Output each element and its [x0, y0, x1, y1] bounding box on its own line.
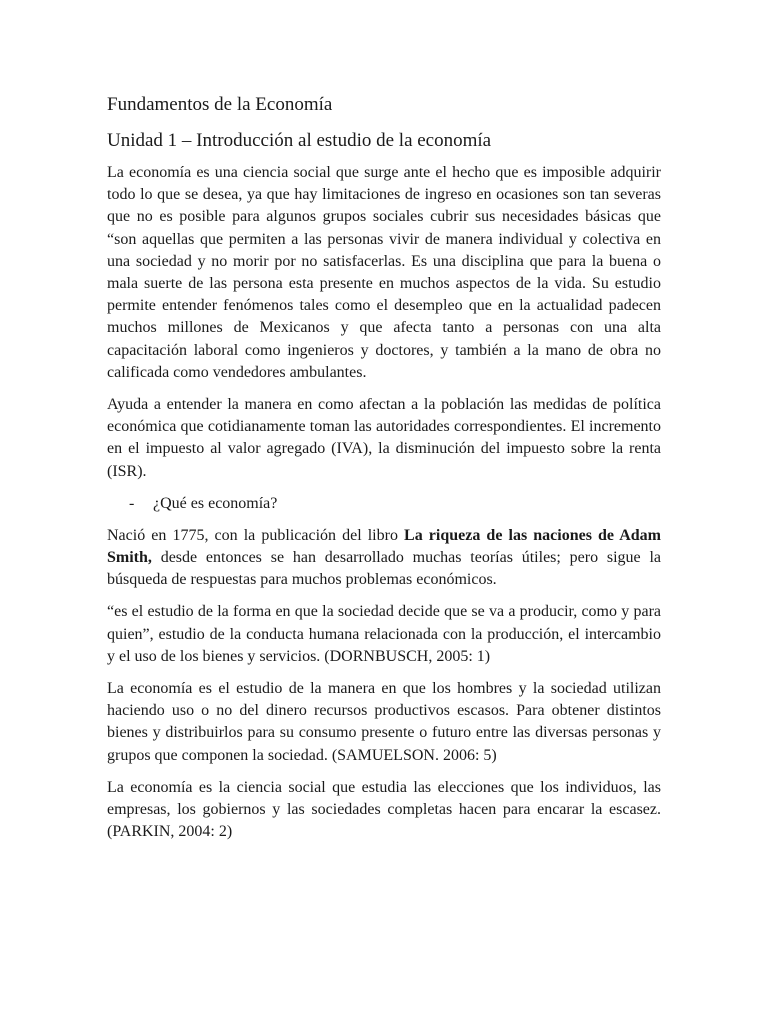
paragraph-policy: Ayuda a entender la manera en como afectan a la población las medidas de política económica que cotidianamente toman las autoridades correspondientes. El incremento en el impuesto al valor agregado (IVA), la disminución del impuesto sobre la renta (ISR). — [107, 396, 661, 480]
paragraph-origin-lead: Nació en 1775, con la publicación del libro — [107, 526, 405, 544]
paragraph-samuelson: La economía es el estudio de la manera en que los hombres y la sociedad utilizan haciendo uso o no del dinero recursos productivos escasos. Para obtener distintos bienes y distribuirlos para su consumo presente o futuro entre las diversas personas y grupos que componen la sociedad. (SAMUELSON. 2006: 5) — [107, 680, 661, 764]
paragraph-intro: La economía es una ciencia social que surge ante el hecho que es imposible adquirir todo lo que se desea, ya que hay limitaciones de ingreso en ocasiones son tan severas que no es posible para algunos grupos sociales cubrir sus necesidades básicas que “son aquellas que permiten a las personas vivir de manera individual y colectiva en una sociedad y no morir por no satisfacerlas. Es una disciplina que para la buena o mala suerte de las persona esta presente en muchos aspectos de la vida. Su estudio permite entender fenómenos tales como el desempleo que en la actualidad padecen muchos millones de Mexicanos y que afecta tanto a personas con una alta capacitación laboral como ingenieros y doctores, y también a la mano de obra no calificada como vendedores ambulantes. — [107, 164, 661, 381]
bullet-item — [107, 493, 661, 515]
paragraph-origin — [107, 525, 661, 592]
document-subtitle: Unidad 1 – Introducción al estudio de la economía — [107, 130, 492, 151]
paragraph-dornbusch: “es el estudio de la forma en que la sociedad decide que se va a producir, como y para quien”, estudio de la conducta humana relacionada con la producción, el intercambio y el uso de los bienes y servicios. (DORNBUSCH, 2005: 1) — [107, 603, 661, 665]
document-page — [107, 92, 661, 853]
book-title-bold: La riqueza de las naciones de Adam Smith, — [107, 526, 661, 567]
paragraph-origin-tail: desde entonces se han desarrollado muchas teorías útiles; pero sigue la búsqueda de respuestas para muchos problemas económicos. — [107, 549, 661, 589]
bullet-text: ¿Qué es economía? — [153, 494, 278, 512]
bullet-dash: - — [129, 494, 135, 512]
paragraph-parkin: La economía es la ciencia social que estudia las elecciones que los individuos, las empresas, los gobiernos y las sociedades completas hacen para encarar la escasez. (PARKIN, 2004: 2) — [107, 778, 661, 841]
document-title: Fundamentos de la Economía — [107, 94, 333, 115]
